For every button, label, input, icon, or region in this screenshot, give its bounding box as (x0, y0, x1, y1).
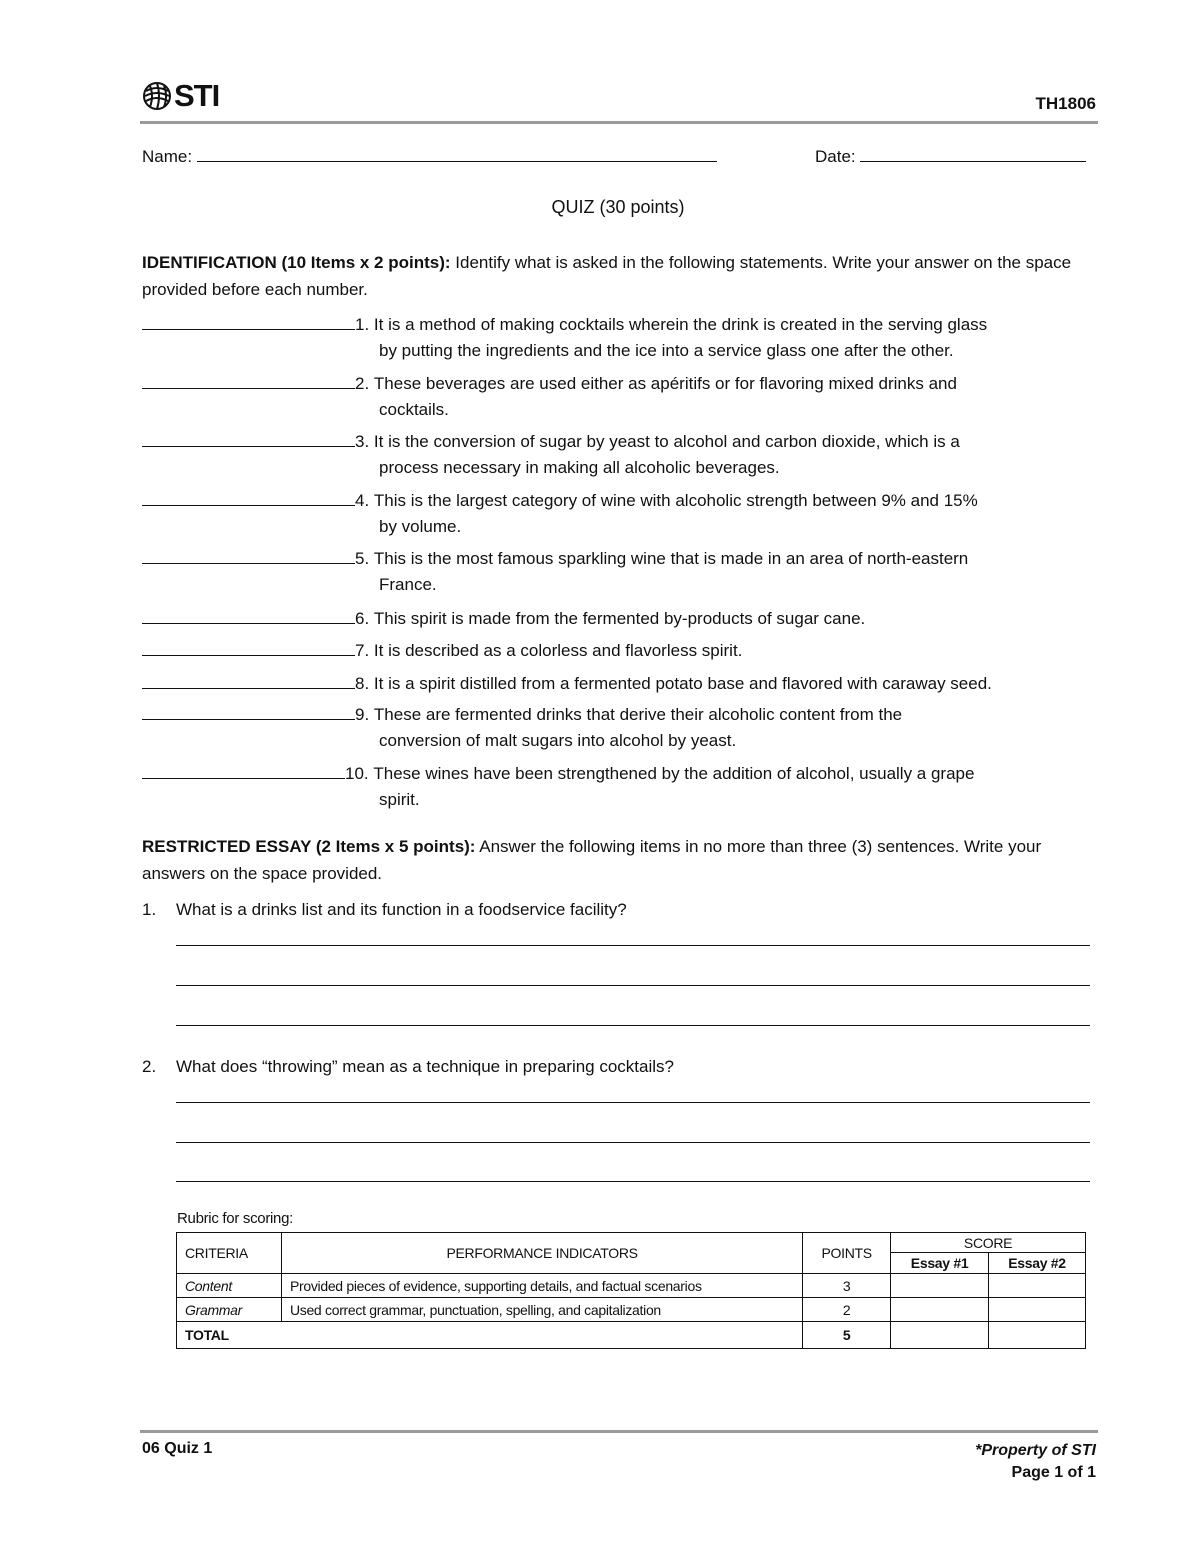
essay-question-2 (142, 1057, 674, 1077)
item-text-cont: conversion of malt sugars into alcohol by yeast. (379, 731, 737, 750)
answer-blank[interactable] (142, 314, 355, 330)
item-number: 4. (355, 491, 370, 510)
essay2-total-cell[interactable] (989, 1322, 1086, 1349)
points-cell: 3 (803, 1274, 891, 1298)
item-number: 1. (355, 315, 370, 334)
id-item-7 (142, 638, 1107, 664)
score-header: SCORE (891, 1233, 1086, 1253)
answer-line[interactable] (176, 1181, 1090, 1182)
answer-blank[interactable] (142, 608, 355, 624)
item-text: These are fermented drinks that derive their alcoholic content from the (373, 705, 903, 724)
item-text: It is a method of making cocktails wherein the drink is created in the serving glass (373, 315, 988, 334)
question-text: What is a drinks list and its function in a foodservice facility? (176, 900, 627, 919)
item-number: 10. (345, 764, 369, 783)
criteria-cell: Grammar (177, 1298, 282, 1322)
item-text-cont: process necessary in making all alcoholic beverages. (379, 458, 780, 477)
item-text: These beverages are used either as apéritifs or for flavoring mixed drinks and (373, 374, 957, 393)
answer-blank[interactable] (142, 490, 355, 506)
id-item-9 (142, 702, 1107, 754)
date-field[interactable] (815, 145, 1086, 167)
footer-rule (140, 1430, 1098, 1433)
name-blank[interactable] (197, 145, 717, 162)
id-item-6 (142, 606, 1107, 632)
answer-blank[interactable] (142, 640, 355, 656)
id-item-10 (142, 761, 1107, 813)
item-text: It is the conversion of sugar by yeast to alcohol and carbon dioxide, which is a (373, 432, 960, 451)
essay1-header: Essay #1 (891, 1253, 989, 1274)
item-text: This is the largest category of wine with alcoholic strength between 9% and 15% (373, 491, 978, 510)
total-label: TOTAL (177, 1322, 803, 1349)
item-text-cont: spirit. (379, 790, 420, 809)
essay2-header: Essay #2 (989, 1253, 1086, 1274)
sti-logo (142, 78, 219, 114)
item-number: 6. (355, 609, 370, 628)
answer-line[interactable] (176, 1102, 1090, 1103)
date-blank[interactable] (860, 145, 1086, 162)
document-code: TH1806 (1035, 94, 1096, 113)
answer-line[interactable] (176, 985, 1090, 986)
answer-line[interactable] (176, 945, 1090, 946)
answer-line[interactable] (176, 1025, 1090, 1026)
id-item-5 (142, 546, 1107, 598)
essay-instructions: Answer the following items in no more than three (3) sentences. Write your answers on the space provided. (142, 837, 1042, 883)
question-text: What does “throwing” mean as a technique in preparing cocktails? (176, 1057, 674, 1076)
rubric-row (177, 1298, 1086, 1322)
footer-right (975, 1440, 1096, 1484)
item-number: 7. (355, 641, 370, 660)
id-item-8 (142, 671, 1107, 697)
points-header: POINTS (803, 1233, 891, 1274)
essay1-total-cell[interactable] (891, 1322, 989, 1349)
item-text-cont: by volume. (379, 517, 462, 536)
item-text: This spirit is made from the fermented by-products of sugar cane. (373, 609, 866, 628)
indicator-cell: Provided pieces of evidence, supporting details, and factual scenarios (281, 1274, 802, 1298)
item-text: These wines have been strengthened by the addition of alcohol, usually a grape (373, 764, 975, 783)
answer-blank[interactable] (142, 704, 355, 720)
item-number: 2. (355, 374, 370, 393)
id-item-3 (142, 429, 1107, 481)
property-note: *Property of STI (975, 1442, 1096, 1459)
points-cell: 2 (803, 1298, 891, 1322)
quiz-title: QUIZ (30 points) (551, 197, 685, 217)
question-number: 1. (142, 900, 157, 919)
criteria-cell: Content (177, 1274, 282, 1298)
item-text-cont: France. (379, 575, 437, 594)
name-label: Name: (142, 147, 193, 166)
identification-heading (142, 249, 1097, 303)
answer-blank[interactable] (142, 373, 355, 389)
item-text-cont: by putting the ingredients and the ice into a service glass one after the other. (379, 341, 954, 360)
essay-title: RESTRICTED ESSAY (2 Items x 5 points): (142, 837, 476, 856)
answer-blank[interactable] (142, 431, 355, 447)
item-text: This is the most famous sparkling wine that is made in an area of north-eastern (373, 549, 969, 568)
sti-globe-icon (142, 81, 172, 111)
rubric-total-row (177, 1322, 1086, 1349)
item-number: 9. (355, 705, 370, 724)
item-number: 8. (355, 674, 370, 693)
answer-line[interactable] (176, 1142, 1090, 1143)
item-number: 5. (355, 549, 370, 568)
identification-instructions: Identify what is asked in the following statements. Write your answer on the space provided before each number. (142, 253, 1072, 299)
footer-quiz-label: 06 Quiz 1 (142, 1440, 213, 1457)
id-item-4 (142, 488, 1107, 540)
id-item-2 (142, 371, 1107, 423)
answer-blank[interactable] (142, 763, 345, 779)
essay1-score-cell[interactable] (891, 1298, 989, 1322)
item-text: It is a spirit distilled from a fermented potato base and flavored with caraway seed. (373, 674, 992, 693)
essay1-score-cell[interactable] (891, 1274, 989, 1298)
answer-blank[interactable] (142, 548, 355, 564)
answer-blank[interactable] (142, 673, 355, 689)
rubric-row (177, 1274, 1086, 1298)
date-label: Date: (815, 147, 856, 166)
rubric-table (176, 1232, 1086, 1349)
name-field[interactable] (142, 145, 717, 167)
criteria-header: CRITERIA (177, 1233, 282, 1274)
identification-title: IDENTIFICATION (10 Items x 2 points): (142, 253, 451, 272)
page-number: Page 1 of 1 (1011, 1464, 1096, 1481)
rubric-label: Rubric for scoring: (177, 1210, 294, 1227)
indicator-cell: Used correct grammar, punctuation, spelling, and capitalization (281, 1298, 802, 1322)
item-text-cont: cocktails. (379, 400, 449, 419)
essay-heading (142, 833, 1097, 887)
item-text: It is described as a colorless and flavorless spirit. (373, 641, 743, 660)
header-rule (140, 121, 1098, 124)
id-item-1 (142, 312, 1107, 364)
essay2-score-cell[interactable] (989, 1274, 1086, 1298)
essay-question-1 (142, 900, 627, 920)
essay2-score-cell[interactable] (989, 1298, 1086, 1322)
logo-text: STI (174, 78, 220, 113)
indicators-header: PERFORMANCE INDICATORS (281, 1233, 802, 1274)
item-number: 3. (355, 432, 370, 451)
question-number: 2. (142, 1057, 157, 1076)
total-points: 5 (803, 1322, 891, 1349)
